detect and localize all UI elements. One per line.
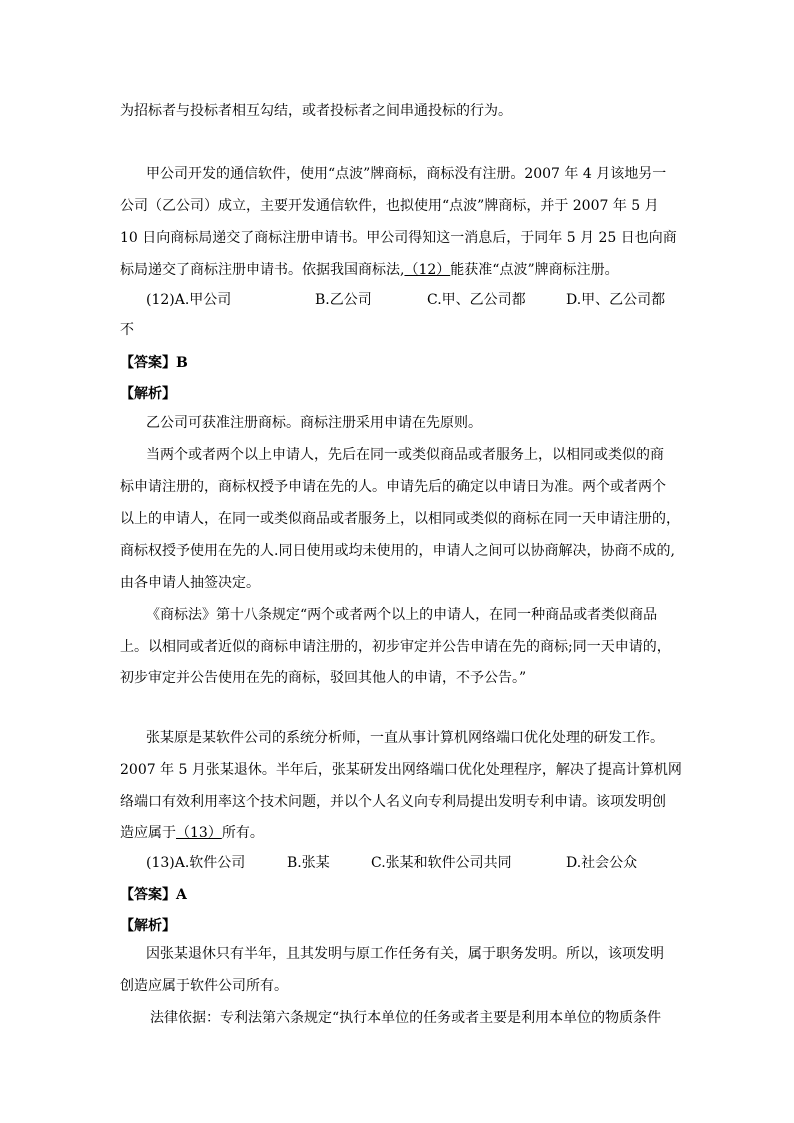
q13-question-line: 络端口有效利用率这个技术问题，并以个人名义向专利局提出发明专利申请。该项发明创: [120, 794, 666, 810]
q13-question-text: 所有。: [221, 825, 264, 841]
q12-answer: [120, 353, 188, 373]
q13-question-text: 造应属于: [120, 825, 176, 841]
q11-tail-text: 为招标者与投标者相互勾结，或者投标者之间串通投标的行为。: [120, 103, 512, 119]
q12-analysis-line: 商标权授予使用在先的人.同日使用或均未使用的，申请人之间可以协商解决，协商不成的,: [120, 543, 675, 559]
q12-analysis-label: 【解析】: [120, 386, 176, 402]
q13-analysis-line: 因张某退休只有半年，且其发明与原工作任务有关，属于职务发明。所以，该项发明: [146, 946, 664, 962]
q13-answer-blank: （13）: [176, 825, 222, 841]
q12-analysis-line: 由各申请人抽签决定。: [120, 575, 260, 591]
answer-value: B: [176, 355, 188, 371]
q12-analysis-line: 标申请注册的，商标权授予申请在先的人。申请先后的确定以申请日为准。两个或者两个: [120, 479, 666, 495]
q12-question-line: [120, 260, 619, 280]
q12-question-line: 公司（乙公司）成立，主要开发通信软件，也拟使用“点波”牌商标，并于 2007 年 5 月: [120, 198, 659, 214]
q12-answer-blank: （12）: [404, 262, 451, 278]
q13-question-line: 2007 年 5 月张某退休。半年后，张某研发出网络端口优化处理程序，解决了提高计算机网: [120, 762, 682, 778]
q12-analysis-line: 《商标法》第十八条规定“两个或者两个以上的申请人，在同一种商品或者类似商品: [146, 607, 658, 623]
q12-question-line: 甲公司开发的通信软件，使用“点波”牌商标，商标没有注册。2007 年 4 月该地另一: [146, 166, 667, 182]
q12-question-line: 10 日向商标局递交了商标注册申请书。甲公司得知这一消息后，于同年 5 月 25 日也向商: [120, 230, 677, 246]
q13-analysis-line: 创造应属于软件公司所有。: [120, 978, 288, 994]
q12-option-c: C.甲、乙公司都: [427, 292, 526, 308]
q12-option-d-wrap: 不: [120, 322, 134, 338]
q12-analysis-line: 当两个或者两个以上申请人，先后在同一或类似商品或者服务上，以相同或类似的商: [146, 447, 664, 463]
answer-value: A: [176, 887, 187, 903]
q13-option-b: B.张某: [287, 855, 330, 871]
q12-analysis-line: 上。以相同或者近似的商标申请注册的，初步审定并公告申请在先的商标;同一天申请的，: [120, 639, 671, 655]
q12-analysis-line: 乙公司可获准注册商标。商标注册采用申请在先原则。: [146, 415, 482, 431]
q12-analysis-line: 以上的申请人，在同一或类似商品或者服务上，以相同或类似的商标在同一天申请注册的，: [120, 511, 680, 527]
q12-question-text: 能获准“点波”牌商标注册。: [450, 262, 619, 278]
q13-option-c: C.张某和软件公司共同: [371, 855, 512, 871]
q12-option-a: (12)A.甲公司: [146, 292, 232, 308]
q13-option-d: D.社会公众: [566, 855, 638, 871]
q13-question-line: 张某原是某软件公司的系统分析师，一直从事计算机网络端口优化处理的研发工作。: [146, 730, 664, 746]
q13-option-a: (13)A.软件公司: [146, 855, 246, 871]
q12-option-b: B.乙公司: [315, 292, 372, 308]
q13-question-line: [120, 823, 264, 843]
q12-question-text: 标局递交了商标注册申请书。依据我国商标法,: [120, 262, 405, 278]
q13-analysis-label: 【解析】: [120, 918, 176, 934]
q13-analysis-line: 法律依据：专利法第六条规定“执行本单位的任务或者主要是利用本单位的物质条件: [150, 1010, 662, 1026]
answer-label: 【答案】: [120, 887, 176, 903]
answer-label: 【答案】: [120, 355, 176, 371]
q12-analysis-line: 初步审定并公告使用在先的商标，驳回其他人的申请，不予公告。”: [120, 670, 527, 686]
q13-answer: [120, 885, 187, 905]
q12-option-d: D.甲、乙公司都: [566, 292, 666, 308]
